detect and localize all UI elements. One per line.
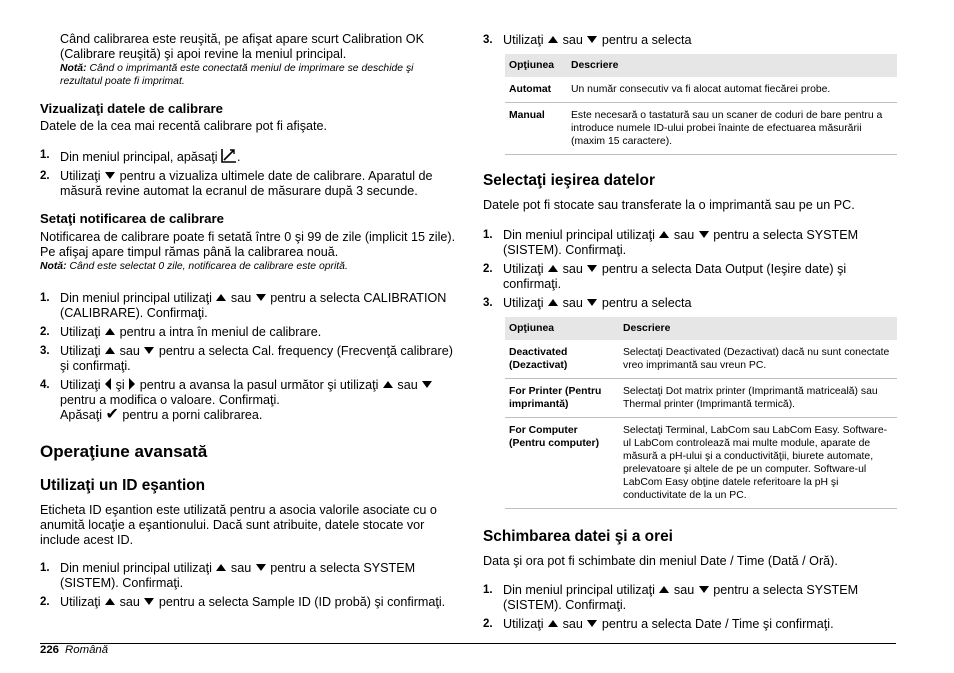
note-label: Notă: (40, 261, 67, 272)
data-output-heading: Selectaţi ieşirea datelor (483, 172, 655, 189)
description-cell: Un număr consecutiv va fi alocat automat fiecărei probe. (567, 77, 897, 103)
description-cell: Selectaţi Terminal, LabCom sau LabCom Easy. Software-ul LabCom controlează mai multe module, aparate de măsură a pH-ului şi a conductivităţii, biurete automate, prelevatoare şi altele de pe un computer. Software-ul LabCom Easy obţine datele referitoare la pH şi conductivitate de la un PC. (619, 418, 897, 509)
note-text: Când este selectat 0 zile, notificarea de calibrare este oprită. (66, 261, 348, 272)
arrow-up-icon (216, 294, 226, 301)
note-text: Când o imprimantă este conectată meniul de imprimare se deschide şi rezultatul poate fi imprimat. (60, 63, 414, 87)
table-header-row (505, 317, 897, 340)
list-item: 1. Din meniul principal, apăsaţi . (40, 149, 241, 164)
list-item: 1. Din meniul principal utilizaţi sau pentru a selecta SYSTEM (SISTEM). Confirmaţi. (483, 583, 859, 612)
table-row (505, 77, 897, 103)
option-cell: Automat (505, 77, 567, 103)
list-item: 2. Utilizaţi sau pentru a selecta Date / Time şi confirmaţi. (483, 617, 834, 631)
step-number: 2. (40, 596, 50, 608)
advanced-operation-heading: Operaţiune avansată (40, 442, 208, 461)
calibration-notification-steps (40, 291, 458, 423)
list-item: 1. Din meniul principal utilizaţi sau pentru a selecta SYSTEM (SISTEM). Confirmaţi. (40, 561, 416, 590)
arrow-down-icon (256, 564, 266, 571)
date-time-heading: Schimbarea datei şi a orei (483, 528, 673, 545)
option-cell: Deactivated (Dezactivat) (505, 340, 619, 379)
right-column (483, 30, 897, 636)
left-column (40, 30, 458, 614)
arrow-up-icon (105, 347, 115, 354)
arrow-down-icon (587, 299, 597, 306)
column-header: Descriere (567, 54, 897, 77)
arrow-down-icon (699, 586, 709, 593)
calibration-notification-text: Notificarea de calibrare poate fi setată între 0 şi 99 de zile (implicit 15 zile). Pe afişaj apare timpul rămas până la calibrarea nouă. (40, 230, 456, 259)
note-label: Notă: (60, 63, 87, 74)
arrow-up-icon (659, 231, 669, 238)
arrow-down-icon (587, 265, 597, 272)
table-row (505, 379, 897, 418)
page-footer (40, 643, 108, 657)
arrow-up-icon (383, 381, 393, 388)
checkmark-icon: ✔ (105, 406, 119, 423)
calibration-success-text: Când calibrarea este reuşită, pe afişat apare scurt Calibration OK (Calibrare reuşită) şi apoi revine la meniul principal. (60, 32, 425, 61)
sample-id-options-table (505, 54, 897, 155)
footer-divider (40, 643, 896, 644)
printer-note (40, 62, 458, 88)
list-item: 2. Utilizaţi sau pentru a selecta Data Output (Ieşire date) şi confirmaţi. (483, 262, 847, 291)
data-output-text: Datele pot fi stocate sau transferate la o imprimantă sau pe un PC. (483, 198, 855, 212)
option-cell: For Printer (Pentru imprimantă) (505, 379, 619, 418)
arrow-down-icon (422, 381, 432, 388)
step-number: 4. (40, 379, 50, 391)
arrow-up-icon (548, 265, 558, 272)
footer-language: Română (65, 644, 109, 656)
data-output-steps (483, 228, 897, 311)
arrow-up-icon (548, 36, 558, 43)
arrow-right-icon (129, 378, 135, 390)
sample-id-step-3 (483, 33, 897, 48)
list-item: 2. Utilizaţi pentru a vizualiza ultimele date de calibrare. Aparatul de măsură revine automat la ecranul de măsurare după 3 secunde. (40, 169, 433, 198)
sample-id-text: Eticheta ID eşantion este utilizată pentru a asocia valorile asociate cu o anumită locaţie a eşantionului. Dacă sunt atribuite, datele stocate vor include acest ID. (40, 503, 437, 547)
arrow-down-icon (105, 172, 115, 179)
arrow-down-icon (587, 620, 597, 627)
step-number: 2. (40, 170, 50, 182)
arrow-down-icon (587, 36, 597, 43)
list-item: 3. Utilizaţi sau pentru a selecta (483, 296, 692, 310)
list-item: 3. Utilizaţi sau pentru a selecta Cal. frequency (Frecvenţă calibrare) şi confirmaţi. (40, 344, 453, 373)
step-number: 1. (40, 562, 50, 574)
step-number: 3. (483, 297, 493, 309)
column-header: Descriere (619, 317, 897, 340)
arrow-down-icon (144, 598, 154, 605)
arrow-down-icon (256, 294, 266, 301)
step-number: 3. (483, 34, 493, 46)
option-cell: Manual (505, 103, 567, 155)
description-cell: Selectaţi Dot matrix printer (Imprimantă matriceală) sau Thermal printer (Imprimantă termică). (619, 379, 897, 418)
page-number: 226 (40, 644, 60, 656)
arrow-left-icon (105, 378, 111, 390)
step-number: 2. (483, 618, 493, 630)
arrow-up-icon (105, 598, 115, 605)
sample-id-steps (40, 561, 458, 610)
data-output-options-table (505, 317, 897, 509)
table-row (505, 418, 897, 509)
calibration-notification-heading: Setaţi notificarea de calibrare (40, 211, 224, 226)
column-header: Opţiunea (505, 54, 567, 77)
description-cell: Selectaţi Deactivated (Dezactivat) dacă nu sunt conectate vreo imprimantă sau vreun PC. (619, 340, 897, 379)
list-item: 3. Utilizaţi sau pentru a selecta (483, 33, 692, 47)
date-time-steps (483, 583, 897, 632)
date-time-text: Data şi ora pot fi schimbate din meniul Date / Time (Dată / Oră). (483, 554, 838, 568)
column-header: Opţiunea (505, 317, 619, 340)
arrow-down-icon (699, 231, 709, 238)
arrow-up-icon (548, 620, 558, 627)
view-calibration-heading: Vizualizaţi datele de calibrare (40, 101, 223, 116)
option-cell: For Computer (Pentru computer) (505, 418, 619, 509)
step-number: 1. (40, 149, 50, 161)
arrow-up-icon (105, 328, 115, 335)
list-item: 2. Utilizaţi sau pentru a selecta Sample ID (ID probă) şi confirmaţi. (40, 595, 446, 609)
calibration-curve-icon (221, 148, 237, 163)
arrow-up-icon (548, 299, 558, 306)
description-cell: Este necesară o tastatură sau un scaner de coduri de bare pentru a introduce numele ID-ului probei înainte de efectuarea măsurării (maxim 15 caractere). (567, 103, 897, 155)
list-item: 2. Utilizaţi pentru a intra în meniul de calibrare. (40, 325, 322, 339)
list-item: 4. Utilizaţi şi pentru a avansa la pasul următor şi utilizaţi sau pentru a modifica o valoare. Confirmaţi. Apăsaţi ✔ pentru a porni calibrarea. (40, 378, 458, 423)
arrow-up-icon (216, 564, 226, 571)
table-header-row (505, 54, 897, 77)
sample-id-heading: Utilizaţi un ID eşantion (40, 477, 206, 494)
zero-days-note (40, 260, 458, 273)
step-number: 1. (483, 229, 493, 241)
step-number: 1. (40, 292, 50, 304)
table-row (505, 340, 897, 379)
table-row (505, 103, 897, 155)
step-number: 2. (483, 263, 493, 275)
list-item: 1. Din meniul principal utilizaţi sau pentru a selecta SYSTEM (SISTEM). Confirmaţi. (483, 228, 859, 257)
step-number: 1. (483, 584, 493, 596)
view-calibration-steps (40, 148, 458, 199)
view-calibration-text: Datele de la cea mai recentă calibrare pot fi afişate. (40, 119, 328, 133)
list-item: 1. Din meniul principal utilizaţi sau pentru a selecta CALIBRATION (CALIBRARE). Confirmaţi. (40, 291, 447, 320)
step-number: 2. (40, 326, 50, 338)
step-number: 3. (40, 345, 50, 357)
arrow-up-icon (659, 586, 669, 593)
arrow-down-icon (144, 347, 154, 354)
